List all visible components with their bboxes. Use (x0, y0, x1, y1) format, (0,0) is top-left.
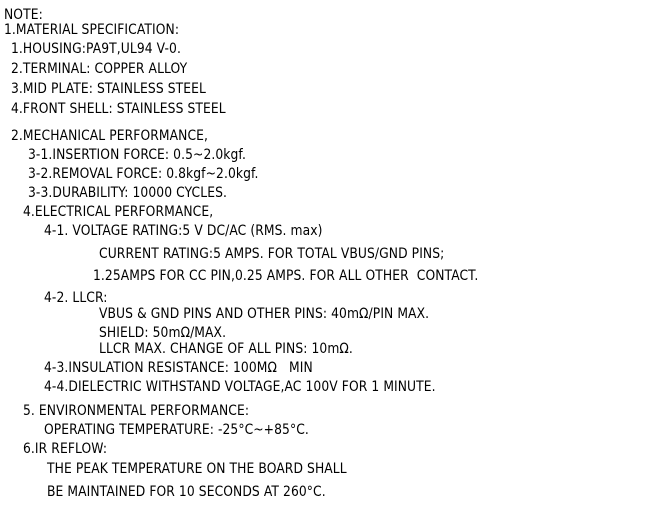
material-item: 4.FRONT SHELL: STAINLESS STEEL (11, 101, 226, 117)
section-mechanical-title: 2.MECHANICAL PERFORMANCE, (11, 128, 209, 144)
mechanical-item: 3-2.REMOVAL FORCE: 0.8kgf~2.0kgf. (28, 166, 259, 182)
section-ir-reflow-title: 6.IR REFLOW: (23, 441, 108, 457)
operating-temperature: OPERATING TEMPERATURE: -25°C~+85°C. (44, 422, 309, 438)
dielectric-withstand: 4-4.DIELECTRIC WITHSTAND VOLTAGE,AC 100V FOR 1 MINUTE. (44, 379, 436, 395)
llcr-line: SHIELD: 50mΩ/MAX. (99, 325, 227, 341)
llcr-line: LLCR MAX. CHANGE OF ALL PINS: 10mΩ. (99, 341, 353, 357)
mechanical-item: 3-1.INSERTION FORCE: 0.5~2.0kgf. (28, 147, 246, 163)
material-item: 3.MID PLATE: STAINLESS STEEL (11, 81, 206, 97)
material-item: 1.HOUSING:PA9T,UL94 V-0. (11, 41, 181, 57)
section-material-title: 1.MATERIAL SPECIFICATION: (4, 22, 180, 38)
llcr-line: VBUS & GND PINS AND OTHER PINS: 40mΩ/PIN MAX. (99, 306, 430, 322)
ir-reflow-line: THE PEAK TEMPERATURE ON THE BOARD SHALL (47, 461, 347, 477)
current-rating-line-2: 1.25AMPS FOR CC PIN,0.25 AMPS. FOR ALL OTHER CONTACT. (93, 268, 479, 284)
llcr-title: 4-2. LLCR: (44, 290, 108, 306)
ir-reflow-line: BE MAINTAINED FOR 10 SECONDS AT 260°C. (47, 484, 326, 500)
section-electrical-title: 4.ELECTRICAL PERFORMANCE, (23, 204, 214, 220)
current-rating-line-1: CURRENT RATING:5 AMPS. FOR TOTAL VBUS/GND PINS; (99, 246, 445, 262)
material-item: 2.TERMINAL: COPPER ALLOY (11, 61, 188, 77)
mechanical-item: 3-3.DURABILITY: 10000 CYCLES. (28, 185, 227, 201)
section-environmental-title: 5. ENVIRONMENTAL PERFORMANCE: (23, 403, 250, 419)
voltage-rating: 4-1. VOLTAGE RATING:5 V DC/AC (RMS. max) (44, 223, 323, 239)
note-heading: NOTE: (4, 7, 43, 23)
insulation-resistance: 4-3.INSULATION RESISTANCE: 100MΩ MIN (44, 360, 313, 376)
